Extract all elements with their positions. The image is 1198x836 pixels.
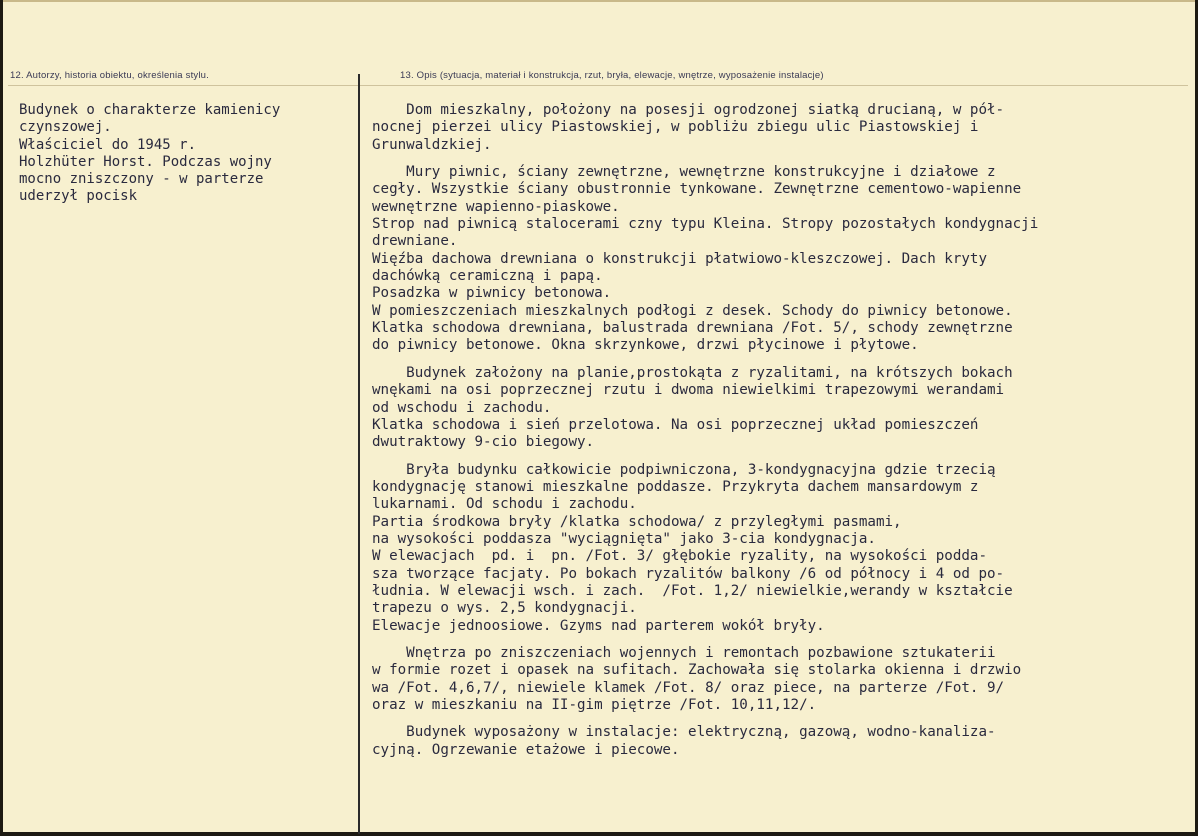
description-line: Posadzka w piwnicy betonowa. [372,285,612,302]
description-line: nocnej pierzei ulicy Piastowskiej, w pobliżu zbiegu ulic Piastowskiej i [372,119,979,136]
description-line: W elewacjach pd. i pn. /Fot. 3/ głębokie ryzality, na wysokości podda- [372,548,987,565]
description-line: Budynek wyposażony w instalacje: elektryczną, gazową, wodno-kanaliza- [372,724,996,741]
description-line: W pomieszczeniach mieszkalnych podłogi z desek. Schody do piwnicy betonowe. [372,302,1013,319]
description-line: Bryła budynku całkowicie podpiwniczona, 3-kondygnacyjna gdzie trzecią [372,461,996,478]
paragraph-gap [372,452,1152,462]
column-divider [358,74,360,834]
description-line: od wschodu i zachodu. [372,399,552,416]
description-paragraph [372,102,1152,154]
description-line: wa /Fot. 4,6,7/, niewiele klamek /Fot. 8/ oraz piece, na parterze /Fot. 9/ [372,679,1005,696]
description-line: Elewacje jednoosiowe. Gzyms nad parterem wokół bryły. [372,617,825,634]
description-line: Strop nad piwnicą stalocerami czny typu Kleina. Stropy pozostałych kondygnacji [372,216,1039,233]
left-text-line: Budynek o charakterze kamienicy [19,102,281,118]
description-line: lukarnami. Od schodu i zachodu. [372,496,637,513]
description-line: wnękami na osi poprzecznej rzutu i dwoma niewielkimi trapezowymi werandami [372,382,1005,399]
description-paragraph [372,365,1152,452]
description-paragraph [372,645,1152,714]
description-line: Grunwaldzkiej. [372,136,492,153]
description-line: Więźba dachowa drewniana o konstrukcji płatwiowo-kleszczowej. Dach kryty [372,250,987,267]
field-12-header: 12. Autorzy, historia obiektu, określenia stylu. [10,70,209,81]
left-text-line: Właściciel do 1945 r. [19,136,197,153]
header-rule [8,85,1188,86]
description-line: drewniane. [372,233,458,250]
description-line: sza tworzące facjaty. Po bokach ryzalitów balkony /6 od północy i 4 od po- [372,565,1005,582]
description-line: Budynek założony na planie,prostokąta z ryzalitami, na krótszych bokach [372,364,1013,381]
description-paragraph [372,724,1152,759]
authors-history-text [19,102,349,206]
description-line: oraz w mieszkaniu na II-gim piętrze /Fot. 10,11,12/. [372,697,817,713]
paragraph-gap [372,635,1152,645]
description-line: cegły. Wszystkie ściany obustronnie tynkowane. Zewnętrzne cementowo-wapienne [372,181,1022,198]
description-line: Mury piwnic, ściany zewnętrzne, wewnętrzne konstrukcyjne i działowe z [372,164,996,181]
description-line: łudnia. W elewacji wsch. i zach. /Fot. 1,2/ niewielkie,werandy w kształcie [372,582,1013,599]
description-line: trapezu o wys. 2,5 kondygnacji. [372,600,637,617]
left-text-line: mocno zniszczony - w parterze [19,171,264,188]
form-sheet [3,0,1195,832]
description-line: Wnętrza po zniszczeniach wojennych i remontach pozbawione sztukaterii [372,644,996,661]
left-text-line: Holzhüter Horst. Podczas wojny [19,153,272,170]
description-line: cyjną. Ogrzewanie etażowe i piecowe. [372,741,680,758]
description-line: Dom mieszkalny, położony na posesji ogrodzonej siatką drucianą, w pół- [372,102,1005,118]
description-line: dachówką ceramiczną i papą. [372,268,603,285]
description-text [372,102,1152,759]
description-line: wewnętrzne wapienno-piaskowe. [372,198,620,215]
description-line: kondygnację stanowi mieszkalne poddasze. Przykryta dachem mansardowym z [372,478,979,495]
paragraph-gap [372,355,1152,365]
description-line: na wysokości poddasza "wyciągnięta" jako 3-cia kondygnacja. [372,530,876,547]
left-text-line: czynszowej. [19,119,112,136]
description-line: dwutraktowy 9-cio biegowy. [372,434,595,451]
description-line: Klatka schodowa i sień przelotowa. Na osi poprzecznej układ pomieszczeń [372,416,979,433]
description-paragraph [372,164,1152,355]
description-line: Partia środkowa bryły /klatka schodowa/ z przyległymi pasmami, [372,513,902,530]
description-paragraph [372,462,1152,635]
description-line: w formie rozet i opasek na sufitach. Zachowała się stolarka okienna i drzwio [372,662,1022,679]
description-line: do piwnicy betonowe. Okna skrzynkowe, drzwi płycinowe i płytowe. [372,337,919,354]
paragraph-gap [372,714,1152,724]
paragraph-gap [372,154,1152,164]
left-text-line: uderzył pocisk [19,188,138,205]
field-13-header: 13. Opis (sytuacja, materiał i konstrukcja, rzut, bryła, elewacje, wnętrze, wyposażenie instalacje) [400,70,824,81]
description-line: Klatka schodowa drewniana, balustrada drewniana /Fot. 5/, schody zewnętrzne [372,320,1013,337]
